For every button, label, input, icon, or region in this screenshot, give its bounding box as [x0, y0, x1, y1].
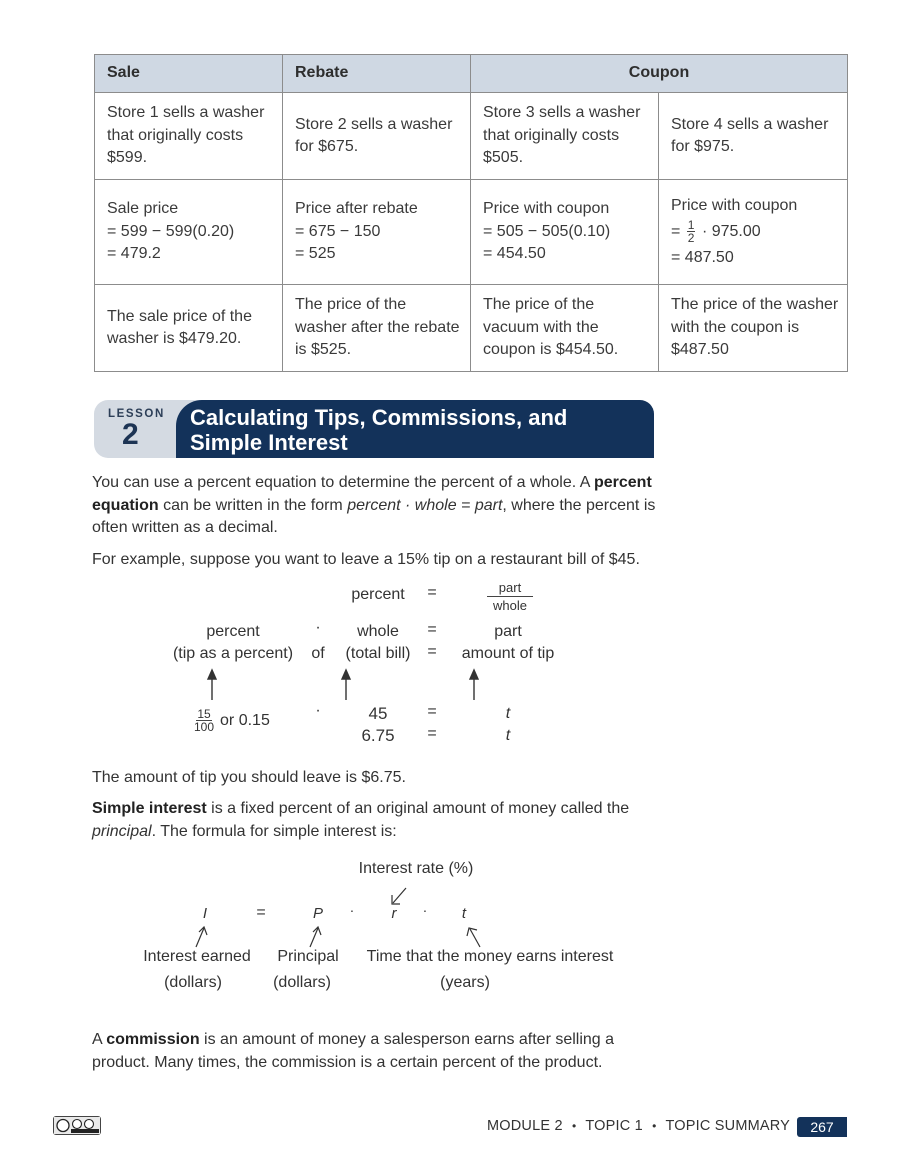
cell-line: that originally costs — [483, 126, 620, 144]
cell-line: Price with coupon — [483, 200, 610, 218]
cell-line: = 487.50 — [671, 249, 734, 266]
cell-line: = 479.2 — [107, 245, 161, 263]
cell-line: The price of the — [483, 296, 595, 314]
diagram-equals: = — [427, 703, 437, 720]
diagram-45: 45 — [368, 704, 388, 723]
cell-line: washer after the rebate — [295, 318, 460, 336]
cell-line: The price of the — [295, 296, 407, 314]
cell-line: coupon is $454.50. — [483, 341, 619, 359]
term-principal: principal — [92, 822, 152, 840]
up-arrow-icon — [208, 670, 216, 679]
diagram-dot: · — [315, 702, 321, 719]
cell-line: = 454.50 — [483, 245, 546, 263]
header-coupon: Coupon — [471, 55, 848, 93]
interest-rate-label: Interest rate (%) — [358, 860, 474, 877]
diagram-whole: whole — [357, 623, 399, 640]
diagram-of: of — [311, 645, 325, 662]
lesson-title-line1: Calculating Tips, Commissions, and — [190, 405, 568, 430]
cell-line: $487.50 — [671, 341, 729, 359]
diagram-percent-label: percent — [351, 586, 405, 603]
example-paragraph: For example, suppose you want to leave a 15% tip on a restaurant bill of $45. — [92, 551, 640, 568]
cell-line: Store 3 sells a washer — [483, 104, 641, 122]
text-run: is a fixed percent of an original amount of money called the — [206, 800, 630, 817]
cell-line: Store 4 sells a washer — [671, 115, 829, 133]
footer-topic: TOPIC 1 — [585, 1118, 643, 1134]
term-simple-interest: Simple interest — [92, 800, 207, 817]
cell-line: $599. — [107, 149, 148, 167]
equals-sign: = — [671, 223, 681, 240]
header-sale: Sale — [95, 55, 283, 93]
footer-breadcrumb — [487, 1118, 790, 1134]
text-run: A — [92, 1031, 107, 1048]
diagram-equals: = — [427, 621, 437, 638]
cc-badge-icon — [54, 1117, 100, 1134]
cell-line: Store 1 sells a washer — [107, 104, 265, 122]
fraction-15-100 — [193, 708, 215, 733]
diagram-6-75: 6.75 — [361, 726, 395, 745]
diagram-equals: = — [427, 725, 437, 742]
cell-line: washer is $479.20. — [107, 330, 242, 347]
fraction-numerator: part — [487, 580, 533, 597]
bullet-icon: • — [571, 1119, 577, 1133]
diagram-equals: = — [427, 643, 437, 660]
lesson-word: LESSON — [108, 408, 165, 420]
text-run: , where the percent is often written as a decimal. — [92, 496, 656, 536]
cell-line: with the coupon is — [671, 318, 800, 336]
decimal-value: or 0.15 — [220, 711, 270, 729]
text-run: is an amount of money a salesperson earns after selling a product. Many times, the commission is a certain percent of the product. — [92, 1031, 615, 1071]
header-rebate: Rebate — [283, 55, 471, 93]
tip-result-text: The amount of tip you should leave is $6.75. — [92, 769, 406, 786]
cell-line: vacuum with the — [483, 318, 599, 336]
cell-line: that originally costs — [107, 126, 244, 144]
lesson-number: 2 — [122, 418, 139, 451]
formula-equals: = — [256, 904, 266, 921]
cell-line: = 505 − 505(0.10) — [483, 222, 611, 240]
bullet-icon: • — [652, 1119, 657, 1133]
cell-line: for $675. — [295, 138, 359, 155]
cell-line: Price after rebate — [295, 200, 418, 218]
text-run: . The formula for simple interest is: — [151, 822, 397, 840]
cell-line: = 599 − 599(0.20) — [107, 222, 235, 240]
denominator: 2 — [687, 231, 695, 246]
cell-line: $505. — [483, 149, 524, 167]
simple-interest-paragraph — [92, 798, 652, 843]
diagram-tip-as-percent: (tip as a percent) — [172, 645, 294, 662]
diagram-equals: = — [427, 584, 437, 601]
footer-summary: TOPIC SUMMARY — [665, 1118, 791, 1134]
footer-module: MODULE 2 — [487, 1118, 563, 1134]
cell-line: Sale price — [107, 200, 179, 218]
term-percent-equation: percent equation — [92, 474, 652, 514]
up-arrow-icon — [470, 670, 478, 679]
text-run: can be written in the form — [158, 496, 348, 514]
cell-line: = 675 − 150 — [295, 222, 381, 240]
cell-line: for $975. — [671, 138, 735, 155]
cell-line: Price with coupon — [671, 196, 798, 214]
cell-line: The sale price of the — [107, 307, 252, 325]
formula-inline: percent · whole = part — [347, 496, 503, 514]
diagram-percent: percent — [206, 623, 260, 640]
diagram-amount-of-tip: amount of tip — [461, 645, 555, 662]
up-arrow-icon — [342, 670, 350, 679]
label-time: Time that the money earns interest — [366, 948, 614, 965]
up-left-arrow-line — [470, 929, 480, 947]
cell-line: = 525 — [295, 245, 336, 263]
lesson-title-line2: Simple Interest — [190, 430, 348, 455]
denominator: 100 — [194, 720, 215, 734]
fraction-rest: · 975.00 — [701, 223, 761, 240]
label-principal: Principal — [277, 948, 339, 965]
down-left-arrow-line — [393, 888, 406, 903]
label-dollars: (dollars) — [164, 974, 222, 991]
formula-P: P — [312, 905, 324, 922]
diagram-part: part — [494, 623, 522, 640]
numerator: 15 — [197, 707, 211, 721]
label-interest-earned: Interest earned — [143, 948, 251, 965]
formula-I: I — [202, 905, 208, 922]
term-commission: commission — [106, 1031, 200, 1048]
formula-r: r — [391, 905, 397, 922]
label-years: (years) — [440, 974, 490, 991]
diagram-t: t — [505, 705, 511, 722]
cell-line: is $525. — [295, 341, 352, 359]
page-number: 267 — [797, 1117, 847, 1137]
diagram-row-values — [191, 708, 270, 733]
diagram-dot: · — [315, 619, 321, 636]
label-dollars: (dollars) — [273, 974, 331, 991]
numerator: 1 — [687, 218, 695, 233]
cell-line: Store 2 sells a washer — [295, 115, 453, 133]
diagram-t: t — [505, 727, 511, 744]
creative-commons-license-icon — [53, 1116, 101, 1135]
fraction-denominator: whole — [493, 598, 527, 613]
diagram-total-bill: (total bill) — [345, 645, 411, 662]
formula-dot: · — [349, 902, 355, 918]
text-run: You can use a percent equation to determine the percent of a whole. A — [92, 474, 594, 491]
commission-paragraph — [92, 1029, 652, 1074]
tip-arrows — [208, 670, 478, 700]
formula-arrows — [196, 888, 480, 947]
formula-t: t — [461, 905, 467, 922]
cell-line: The price of the washer — [671, 296, 839, 314]
formula-dot: · — [422, 902, 428, 918]
